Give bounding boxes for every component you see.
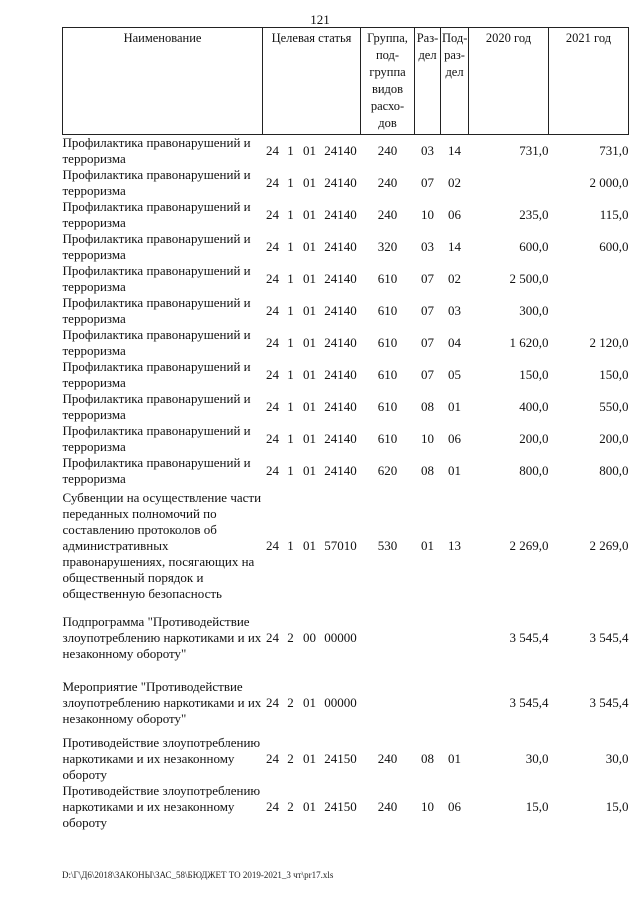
expense-group: 240 bbox=[377, 799, 398, 814]
target-code-direction: 24140 bbox=[324, 143, 357, 158]
expense-group: 240 bbox=[377, 143, 398, 158]
target-code-event: 01 bbox=[303, 303, 316, 318]
amount-2021: 800,0 bbox=[599, 463, 629, 478]
expense-group bbox=[361, 670, 415, 735]
table-row bbox=[63, 423, 629, 455]
razdel: 08 bbox=[421, 463, 435, 478]
expense-group: 620 bbox=[377, 463, 398, 478]
row-name: Противодействие злоупотреблению наркотиками и их незаконному обороту bbox=[62, 783, 261, 830]
header-year-2020: 2020 год bbox=[469, 28, 549, 135]
row-name: Профилактика правонарушений и терроризма bbox=[62, 391, 251, 422]
amount-2020: 2 500,0 bbox=[509, 271, 549, 286]
target-code-event: 01 bbox=[303, 271, 316, 286]
target-code-direction: 24150 bbox=[324, 751, 357, 766]
podrazdel: 14 bbox=[448, 239, 462, 254]
target-code-subprogram: 1 bbox=[287, 538, 294, 553]
amount-2021: 150,0 bbox=[599, 367, 629, 382]
amount-2020: 200,0 bbox=[519, 431, 549, 446]
target-code-program: 24 bbox=[266, 799, 279, 814]
target-code-direction: 24140 bbox=[324, 175, 357, 190]
header-podrazdel: Под-раз-дел bbox=[441, 28, 469, 135]
target-code-program: 24 bbox=[266, 399, 279, 414]
podrazdel: 01 bbox=[448, 751, 462, 766]
razdel: 08 bbox=[421, 399, 435, 414]
file-path-footer: D:\Г\Д6\2018\ЗАКОНЫ\ЗАС_58\БЮДЖЕТ ТО 2019-2021_3 чт\pr17.xls bbox=[62, 870, 334, 880]
amount-2020: 600,0 bbox=[519, 239, 549, 254]
podrazdel: 05 bbox=[448, 367, 462, 382]
target-code-direction: 24140 bbox=[324, 303, 357, 318]
target-code-subprogram: 1 bbox=[287, 367, 294, 382]
target-code-direction: 24140 bbox=[324, 367, 357, 382]
target-code-program: 24 bbox=[266, 335, 279, 350]
target-code-event: 01 bbox=[303, 799, 316, 814]
podrazdel bbox=[441, 670, 469, 735]
row-name: Профилактика правонарушений и терроризма bbox=[62, 359, 251, 390]
table-row bbox=[63, 783, 629, 831]
amount-2020 bbox=[469, 167, 549, 199]
table-row bbox=[63, 231, 629, 263]
header-expense-group: Группа, под-группа видов расхо-дов bbox=[361, 28, 415, 135]
row-name: Профилактика правонарушений и терроризма bbox=[62, 167, 251, 198]
razdel: 07 bbox=[421, 271, 435, 286]
table-row bbox=[63, 487, 629, 605]
row-name: Профилактика правонарушений и терроризма bbox=[62, 423, 251, 454]
podrazdel: 14 bbox=[448, 143, 462, 158]
target-code-event: 01 bbox=[303, 463, 316, 478]
target-code-subprogram: 1 bbox=[287, 335, 294, 350]
amount-2021: 550,0 bbox=[599, 399, 629, 414]
target-code-event: 01 bbox=[303, 399, 316, 414]
target-code-direction: 24140 bbox=[324, 463, 357, 478]
podrazdel: 01 bbox=[448, 399, 462, 414]
expense-group: 610 bbox=[377, 367, 398, 382]
row-name: Противодействие злоупотреблению наркотиками и их незаконному обороту bbox=[62, 735, 261, 782]
target-code-subprogram: 1 bbox=[287, 303, 294, 318]
target-code-direction: 24140 bbox=[324, 335, 357, 350]
target-code-program: 24 bbox=[266, 239, 279, 254]
target-code-event: 01 bbox=[303, 143, 316, 158]
target-code-program: 24 bbox=[266, 629, 279, 645]
target-code-event: 01 bbox=[303, 335, 316, 350]
table-row bbox=[63, 391, 629, 423]
amount-2021: 2 000,0 bbox=[589, 175, 629, 190]
amount-2021 bbox=[549, 295, 629, 327]
amount-2020: 300,0 bbox=[519, 303, 549, 318]
target-code-subprogram: 2 bbox=[287, 751, 294, 766]
podrazdel: 02 bbox=[448, 271, 462, 286]
table-row bbox=[63, 199, 629, 231]
target-code-subprogram: 2 bbox=[287, 799, 294, 814]
target-code-program: 24 bbox=[266, 207, 279, 222]
target-code-program: 24 bbox=[266, 143, 279, 158]
table-row bbox=[63, 670, 629, 735]
target-code-direction: 24140 bbox=[324, 431, 357, 446]
amount-2020: 400,0 bbox=[519, 399, 549, 414]
row-name: Профилактика правонарушений и терроризма bbox=[62, 455, 251, 486]
amount-2020: 3 545,4 bbox=[509, 694, 549, 710]
amount-2021: 2 120,0 bbox=[589, 335, 629, 350]
row-name: Профилактика правонарушений и терроризма bbox=[62, 135, 251, 166]
budget-table bbox=[62, 27, 629, 831]
row-name: Профилактика правонарушений и терроризма bbox=[62, 295, 251, 326]
target-code-subprogram: 1 bbox=[287, 271, 294, 286]
expense-group: 610 bbox=[377, 431, 398, 446]
podrazdel: 06 bbox=[448, 431, 462, 446]
razdel: 10 bbox=[421, 799, 435, 814]
expense-group bbox=[361, 605, 415, 670]
podrazdel: 13 bbox=[448, 538, 462, 553]
amount-2020: 1 620,0 bbox=[509, 335, 549, 350]
amount-2020: 731,0 bbox=[519, 143, 549, 158]
table-header-row bbox=[63, 28, 629, 135]
target-code-program: 24 bbox=[266, 694, 279, 710]
header-razdel: Раз-дел bbox=[415, 28, 441, 135]
razdel: 03 bbox=[421, 143, 435, 158]
target-code-program: 24 bbox=[266, 431, 279, 446]
target-code-program: 24 bbox=[266, 751, 279, 766]
expense-group: 240 bbox=[377, 207, 398, 222]
target-code-program: 24 bbox=[266, 367, 279, 382]
amount-2021 bbox=[549, 263, 629, 295]
row-name: Субвенции на осуществление части переданных полномочий по составлению протоколов об административных правонарушениях, посягающих на общественный порядок и общественную безопасность bbox=[62, 490, 262, 601]
amount-2020: 800,0 bbox=[519, 463, 549, 478]
table-row bbox=[63, 295, 629, 327]
razdel: 07 bbox=[421, 175, 435, 190]
amount-2021: 600,0 bbox=[599, 239, 629, 254]
expense-group: 610 bbox=[377, 303, 398, 318]
razdel: 10 bbox=[421, 207, 435, 222]
target-code-event: 01 bbox=[303, 239, 316, 254]
target-code-direction: 00000 bbox=[324, 629, 357, 645]
target-code-direction: 24140 bbox=[324, 399, 357, 414]
amount-2021: 2 269,0 bbox=[589, 538, 629, 553]
razdel: 10 bbox=[421, 431, 435, 446]
podrazdel: 02 bbox=[448, 175, 462, 190]
razdel: 07 bbox=[421, 367, 435, 382]
target-code-direction: 57010 bbox=[324, 538, 357, 553]
target-code-subprogram: 1 bbox=[287, 207, 294, 222]
amount-2021: 3 545,4 bbox=[589, 629, 629, 645]
table-row bbox=[63, 605, 629, 670]
amount-2021: 115,0 bbox=[599, 207, 629, 222]
header-target-article: Целевая статья bbox=[263, 28, 361, 135]
amount-2020: 15,0 bbox=[525, 799, 549, 814]
table-row bbox=[63, 735, 629, 783]
target-code-event: 01 bbox=[303, 751, 316, 766]
target-code-subprogram: 1 bbox=[287, 175, 294, 190]
podrazdel bbox=[441, 605, 469, 670]
amount-2020: 150,0 bbox=[519, 367, 549, 382]
row-name: Профилактика правонарушений и терроризма bbox=[62, 327, 251, 358]
target-code-event: 01 bbox=[303, 207, 316, 222]
target-code-direction: 24150 bbox=[324, 799, 357, 814]
target-code-subprogram: 2 bbox=[287, 694, 294, 710]
expense-group: 240 bbox=[377, 175, 398, 190]
table-row bbox=[63, 327, 629, 359]
table-row bbox=[63, 359, 629, 391]
expense-group: 530 bbox=[377, 538, 398, 553]
amount-2020: 235,0 bbox=[519, 207, 549, 222]
target-code-subprogram: 1 bbox=[287, 143, 294, 158]
target-code-event: 01 bbox=[303, 175, 316, 190]
podrazdel: 03 bbox=[448, 303, 462, 318]
target-code-subprogram: 1 bbox=[287, 463, 294, 478]
table-row bbox=[63, 455, 629, 487]
target-code-event: 01 bbox=[303, 367, 316, 382]
razdel: 03 bbox=[421, 239, 435, 254]
row-name: Подпрограмма "Противодействие злоупотреблению наркотиками и их незаконному обороту" bbox=[62, 613, 262, 661]
target-code-program: 24 bbox=[266, 271, 279, 286]
amount-2021: 3 545,4 bbox=[589, 694, 629, 710]
podrazdel: 06 bbox=[448, 207, 462, 222]
target-code-program: 24 bbox=[266, 175, 279, 190]
razdel: 07 bbox=[421, 303, 435, 318]
table-row bbox=[63, 135, 629, 168]
header-name: Наименование bbox=[63, 28, 263, 135]
target-code-event: 01 bbox=[303, 431, 316, 446]
amount-2021: 15,0 bbox=[605, 799, 629, 814]
amount-2020: 3 545,4 bbox=[509, 629, 549, 645]
page-number: 121 bbox=[310, 12, 330, 27]
table-row bbox=[63, 263, 629, 295]
target-code-direction: 24140 bbox=[324, 239, 357, 254]
header-year-2021: 2021 год bbox=[549, 28, 629, 135]
podrazdel: 04 bbox=[448, 335, 462, 350]
row-name: Профилактика правонарушений и терроризма bbox=[62, 231, 251, 262]
target-code-direction: 24140 bbox=[324, 207, 357, 222]
amount-2020: 30,0 bbox=[525, 751, 549, 766]
target-code-event: 01 bbox=[303, 538, 316, 553]
table-row bbox=[63, 167, 629, 199]
razdel bbox=[415, 670, 441, 735]
expense-group: 240 bbox=[377, 751, 398, 766]
target-code-event: 01 bbox=[303, 694, 316, 710]
target-code-subprogram: 1 bbox=[287, 431, 294, 446]
target-code-program: 24 bbox=[266, 463, 279, 478]
razdel: 08 bbox=[421, 751, 435, 766]
amount-2021: 200,0 bbox=[599, 431, 629, 446]
podrazdel: 01 bbox=[448, 463, 462, 478]
expense-group: 610 bbox=[377, 335, 398, 350]
amount-2021: 731,0 bbox=[599, 143, 629, 158]
target-code-subprogram: 1 bbox=[287, 399, 294, 414]
target-code-program: 24 bbox=[266, 538, 279, 553]
expense-group: 610 bbox=[377, 271, 398, 286]
target-code-subprogram: 2 bbox=[287, 629, 294, 645]
expense-group: 320 bbox=[377, 239, 398, 254]
razdel: 07 bbox=[421, 335, 435, 350]
target-code-direction: 00000 bbox=[324, 694, 357, 710]
razdel bbox=[415, 605, 441, 670]
target-code-subprogram: 1 bbox=[287, 239, 294, 254]
target-code-event: 00 bbox=[303, 629, 316, 645]
amount-2020: 2 269,0 bbox=[509, 538, 549, 553]
row-name: Профилактика правонарушений и терроризма bbox=[62, 263, 251, 294]
amount-2021: 30,0 bbox=[605, 751, 629, 766]
row-name: Мероприятие "Противодействие злоупотреблению наркотиками и их незаконному обороту" bbox=[62, 678, 262, 726]
row-name: Профилактика правонарушений и терроризма bbox=[62, 199, 251, 230]
podrazdel: 06 bbox=[448, 799, 462, 814]
razdel: 01 bbox=[421, 538, 435, 553]
target-code-program: 24 bbox=[266, 303, 279, 318]
target-code-direction: 24140 bbox=[324, 271, 357, 286]
expense-group: 610 bbox=[377, 399, 398, 414]
